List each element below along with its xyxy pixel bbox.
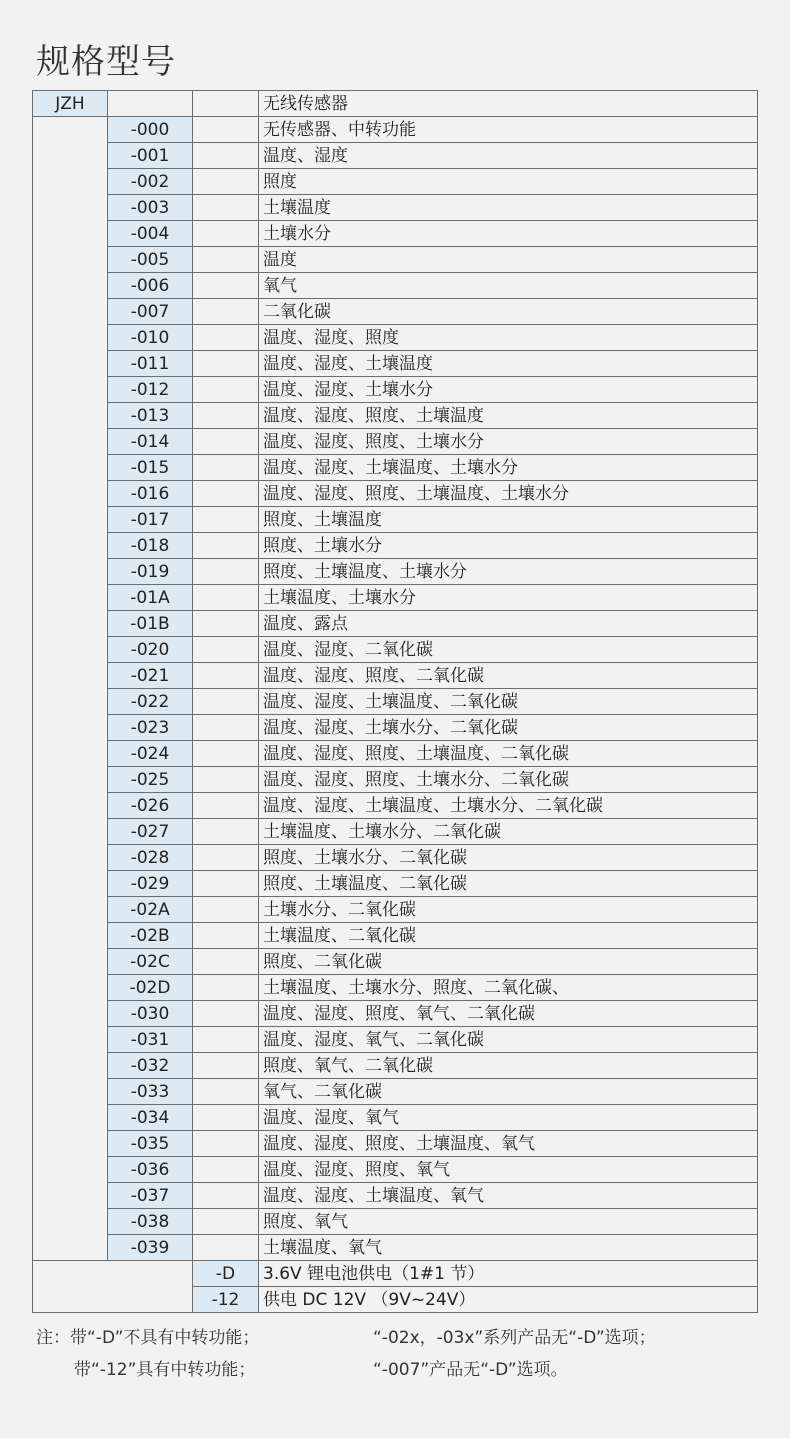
sensor-desc: 照度、氧气 bbox=[259, 1209, 758, 1235]
sensor-desc: 无传感器、中转功能 bbox=[259, 117, 758, 143]
empty-cell bbox=[193, 1157, 259, 1183]
empty-cell bbox=[193, 533, 259, 559]
sensor-code: -02A bbox=[108, 897, 193, 923]
table-row bbox=[33, 377, 758, 403]
sensor-code: -000 bbox=[108, 117, 193, 143]
table-row bbox=[33, 1235, 758, 1261]
sensor-desc: 照度、土壤温度、二氧化碳 bbox=[259, 871, 758, 897]
sensor-desc: 温度、湿度、照度、土壤水分 bbox=[259, 429, 758, 455]
sensor-code: -007 bbox=[108, 299, 193, 325]
empty-cell bbox=[193, 1131, 259, 1157]
note-2-left: 带“-12”具有中转功能； bbox=[74, 1360, 256, 1380]
sensor-desc: 氧气 bbox=[259, 273, 758, 299]
sensor-desc: 温度、湿度、照度、土壤温度 bbox=[259, 403, 758, 429]
sensor-desc: 温度、湿度、照度、氧气 bbox=[259, 1157, 758, 1183]
empty-cell bbox=[193, 975, 259, 1001]
sensor-code: -003 bbox=[108, 195, 193, 221]
sensor-desc: 温度、湿度、土壤水分、二氧化碳 bbox=[259, 715, 758, 741]
empty-cell bbox=[193, 715, 259, 741]
sensor-code: -002 bbox=[108, 169, 193, 195]
table-row bbox=[33, 741, 758, 767]
sensor-desc: 照度、二氧化碳 bbox=[259, 949, 758, 975]
empty-cell bbox=[193, 325, 259, 351]
header-desc: 无线传感器 bbox=[259, 91, 758, 117]
empty-cell bbox=[193, 377, 259, 403]
table-row bbox=[33, 1001, 758, 1027]
empty-cell bbox=[193, 403, 259, 429]
table-row bbox=[33, 897, 758, 923]
table-row bbox=[33, 533, 758, 559]
empty-cell bbox=[193, 1079, 259, 1105]
sensor-code: -034 bbox=[108, 1105, 193, 1131]
table-row bbox=[33, 117, 758, 143]
sensor-desc: 照度 bbox=[259, 169, 758, 195]
sensor-desc: 温度、湿度、照度 bbox=[259, 325, 758, 351]
sensor-desc: 二氧化碳 bbox=[259, 299, 758, 325]
sensor-desc: 温度、湿度、土壤温度、氧气 bbox=[259, 1183, 758, 1209]
empty-cell bbox=[193, 1183, 259, 1209]
empty-cell bbox=[193, 221, 259, 247]
table-row bbox=[33, 1053, 758, 1079]
sensor-desc: 氧气、二氧化碳 bbox=[259, 1079, 758, 1105]
sensor-desc: 照度、土壤温度 bbox=[259, 507, 758, 533]
sensor-desc: 照度、土壤温度、土壤水分 bbox=[259, 559, 758, 585]
sensor-code: -032 bbox=[108, 1053, 193, 1079]
empty-cell bbox=[193, 299, 259, 325]
empty-cell bbox=[193, 949, 259, 975]
sensor-code: -026 bbox=[108, 793, 193, 819]
power-desc: 3.6V 锂电池供电（1#1 节） bbox=[259, 1261, 758, 1287]
table-row bbox=[33, 559, 758, 585]
empty-cell bbox=[193, 507, 259, 533]
empty-cell bbox=[193, 637, 259, 663]
empty-cell bbox=[193, 897, 259, 923]
table-row bbox=[33, 767, 758, 793]
empty-cell bbox=[193, 247, 259, 273]
sensor-code: -025 bbox=[108, 767, 193, 793]
sensor-code: -031 bbox=[108, 1027, 193, 1053]
empty-cell bbox=[193, 169, 259, 195]
sensor-desc: 温度、湿度、照度、土壤水分、二氧化碳 bbox=[259, 767, 758, 793]
table-row bbox=[33, 871, 758, 897]
table-row bbox=[33, 793, 758, 819]
table-row bbox=[33, 143, 758, 169]
power-row bbox=[33, 1261, 758, 1287]
table-row bbox=[33, 1027, 758, 1053]
sensor-desc: 温度、湿度、照度、二氧化碳 bbox=[259, 663, 758, 689]
empty-cell bbox=[193, 689, 259, 715]
sensor-code: -015 bbox=[108, 455, 193, 481]
prefix-span-cell bbox=[33, 117, 108, 1261]
note-1-left: 注：带“-D”不具有中转功能； bbox=[36, 1328, 260, 1348]
sensor-desc: 温度、湿度、照度、氧气、二氧化碳 bbox=[259, 1001, 758, 1027]
table-row bbox=[33, 689, 758, 715]
sensor-desc: 温度、湿度 bbox=[259, 143, 758, 169]
sensor-code: -037 bbox=[108, 1183, 193, 1209]
table-row bbox=[33, 611, 758, 637]
empty-cell bbox=[193, 117, 259, 143]
sensor-desc: 土壤温度、土壤水分、照度、二氧化碳、 bbox=[259, 975, 758, 1001]
sensor-code: -001 bbox=[108, 143, 193, 169]
sensor-code: -017 bbox=[108, 507, 193, 533]
table-row bbox=[33, 1131, 758, 1157]
note-1-right: “-02x，-03x”系列产品无“-D”选项； bbox=[373, 1328, 656, 1348]
sensor-code: -035 bbox=[108, 1131, 193, 1157]
sensor-desc: 温度、湿度、土壤水分 bbox=[259, 377, 758, 403]
sensor-desc: 照度、土壤水分、二氧化碳 bbox=[259, 845, 758, 871]
sensor-desc: 温度、露点 bbox=[259, 611, 758, 637]
empty-cell bbox=[193, 611, 259, 637]
table-row bbox=[33, 429, 758, 455]
empty-cell bbox=[193, 871, 259, 897]
sensor-code: -02B bbox=[108, 923, 193, 949]
sensor-code: -022 bbox=[108, 689, 193, 715]
empty-cell bbox=[193, 1105, 259, 1131]
empty-cell bbox=[193, 351, 259, 377]
empty-cell bbox=[193, 273, 259, 299]
table-row bbox=[33, 819, 758, 845]
empty-cell bbox=[193, 481, 259, 507]
table-row bbox=[33, 299, 758, 325]
spec-table bbox=[32, 90, 758, 1313]
sensor-code: -020 bbox=[108, 637, 193, 663]
sensor-desc: 温度、湿度、照度、土壤温度、氧气 bbox=[259, 1131, 758, 1157]
sensor-desc: 照度、土壤水分 bbox=[259, 533, 758, 559]
empty-cell bbox=[193, 143, 259, 169]
sensor-code: -02C bbox=[108, 949, 193, 975]
sensor-code: -039 bbox=[108, 1235, 193, 1261]
sensor-code: -006 bbox=[108, 273, 193, 299]
sensor-desc: 温度、湿度、二氧化碳 bbox=[259, 637, 758, 663]
empty-cell bbox=[193, 455, 259, 481]
sensor-code: -027 bbox=[108, 819, 193, 845]
empty-cell bbox=[193, 91, 259, 117]
sensor-desc: 照度、氧气、二氧化碳 bbox=[259, 1053, 758, 1079]
sensor-desc: 土壤温度、土壤水分 bbox=[259, 585, 758, 611]
sensor-code: -024 bbox=[108, 741, 193, 767]
model-prefix: JZH bbox=[33, 91, 108, 117]
sensor-code: -030 bbox=[108, 1001, 193, 1027]
table-row bbox=[33, 663, 758, 689]
power-code: -12 bbox=[193, 1287, 259, 1313]
empty-cell bbox=[193, 559, 259, 585]
sensor-code: -012 bbox=[108, 377, 193, 403]
table-row bbox=[33, 221, 758, 247]
sensor-code: -011 bbox=[108, 351, 193, 377]
empty-cell bbox=[193, 429, 259, 455]
sensor-desc: 温度、湿度、土壤温度、土壤水分、二氧化碳 bbox=[259, 793, 758, 819]
sensor-code: -028 bbox=[108, 845, 193, 871]
table-row bbox=[33, 845, 758, 871]
empty-cell bbox=[193, 767, 259, 793]
table-row bbox=[33, 507, 758, 533]
sensor-desc: 土壤温度、氧气 bbox=[259, 1235, 758, 1261]
table-row bbox=[33, 715, 758, 741]
empty-cell bbox=[193, 1235, 259, 1261]
sensor-code: -02D bbox=[108, 975, 193, 1001]
power-desc: 供电 DC 12V （9V~24V） bbox=[259, 1287, 758, 1313]
empty-cell bbox=[193, 1027, 259, 1053]
sensor-desc: 温度 bbox=[259, 247, 758, 273]
empty-cell bbox=[193, 663, 259, 689]
sensor-desc: 土壤温度 bbox=[259, 195, 758, 221]
empty-cell bbox=[33, 1261, 193, 1313]
empty-cell bbox=[193, 793, 259, 819]
sensor-code: -038 bbox=[108, 1209, 193, 1235]
sensor-desc: 温度、湿度、氧气 bbox=[259, 1105, 758, 1131]
table-row bbox=[33, 923, 758, 949]
power-code: -D bbox=[193, 1261, 259, 1287]
sensor-code: -013 bbox=[108, 403, 193, 429]
sensor-desc: 温度、湿度、土壤温度 bbox=[259, 351, 758, 377]
table-row bbox=[33, 247, 758, 273]
sensor-desc: 温度、湿度、照度、土壤温度、土壤水分 bbox=[259, 481, 758, 507]
empty-cell bbox=[193, 195, 259, 221]
table-row bbox=[33, 325, 758, 351]
sensor-desc: 温度、湿度、照度、土壤温度、二氧化碳 bbox=[259, 741, 758, 767]
empty-cell bbox=[108, 91, 193, 117]
sensor-code: -010 bbox=[108, 325, 193, 351]
page-title: 规格型号 bbox=[36, 42, 176, 82]
table-row bbox=[33, 195, 758, 221]
empty-cell bbox=[193, 1053, 259, 1079]
sensor-code: -016 bbox=[108, 481, 193, 507]
table-row bbox=[33, 1105, 758, 1131]
table-header-row bbox=[33, 91, 758, 117]
sensor-code: -014 bbox=[108, 429, 193, 455]
note-2-right: “-007”产品无“-D”选项。 bbox=[373, 1360, 568, 1380]
sensor-desc: 土壤水分 bbox=[259, 221, 758, 247]
table-row bbox=[33, 481, 758, 507]
sensor-desc: 温度、湿度、土壤温度、土壤水分 bbox=[259, 455, 758, 481]
sensor-code: -004 bbox=[108, 221, 193, 247]
table-row bbox=[33, 1157, 758, 1183]
table-row bbox=[33, 403, 758, 429]
sensor-desc: 土壤温度、土壤水分、二氧化碳 bbox=[259, 819, 758, 845]
table-row bbox=[33, 637, 758, 663]
empty-cell bbox=[193, 1001, 259, 1027]
empty-cell bbox=[193, 819, 259, 845]
table-row bbox=[33, 1079, 758, 1105]
table-row bbox=[33, 169, 758, 195]
table-row bbox=[33, 975, 758, 1001]
table-row bbox=[33, 351, 758, 377]
empty-cell bbox=[193, 1209, 259, 1235]
table-row bbox=[33, 455, 758, 481]
sensor-code: -019 bbox=[108, 559, 193, 585]
sensor-desc: 土壤水分、二氧化碳 bbox=[259, 897, 758, 923]
sensor-code: -005 bbox=[108, 247, 193, 273]
table-row bbox=[33, 585, 758, 611]
sensor-desc: 温度、湿度、土壤温度、二氧化碳 bbox=[259, 689, 758, 715]
sensor-code: -029 bbox=[108, 871, 193, 897]
table-row bbox=[33, 949, 758, 975]
empty-cell bbox=[193, 585, 259, 611]
table-row bbox=[33, 1183, 758, 1209]
empty-cell bbox=[193, 741, 259, 767]
sensor-code: -033 bbox=[108, 1079, 193, 1105]
sensor-desc: 土壤温度、二氧化碳 bbox=[259, 923, 758, 949]
sensor-code: -018 bbox=[108, 533, 193, 559]
sensor-code: -023 bbox=[108, 715, 193, 741]
empty-cell bbox=[193, 923, 259, 949]
sensor-code: -01B bbox=[108, 611, 193, 637]
sensor-code: -01A bbox=[108, 585, 193, 611]
sensor-code: -021 bbox=[108, 663, 193, 689]
table-row bbox=[33, 1209, 758, 1235]
empty-cell bbox=[193, 845, 259, 871]
sensor-desc: 温度、湿度、氧气、二氧化碳 bbox=[259, 1027, 758, 1053]
sensor-code: -036 bbox=[108, 1157, 193, 1183]
table-row bbox=[33, 273, 758, 299]
